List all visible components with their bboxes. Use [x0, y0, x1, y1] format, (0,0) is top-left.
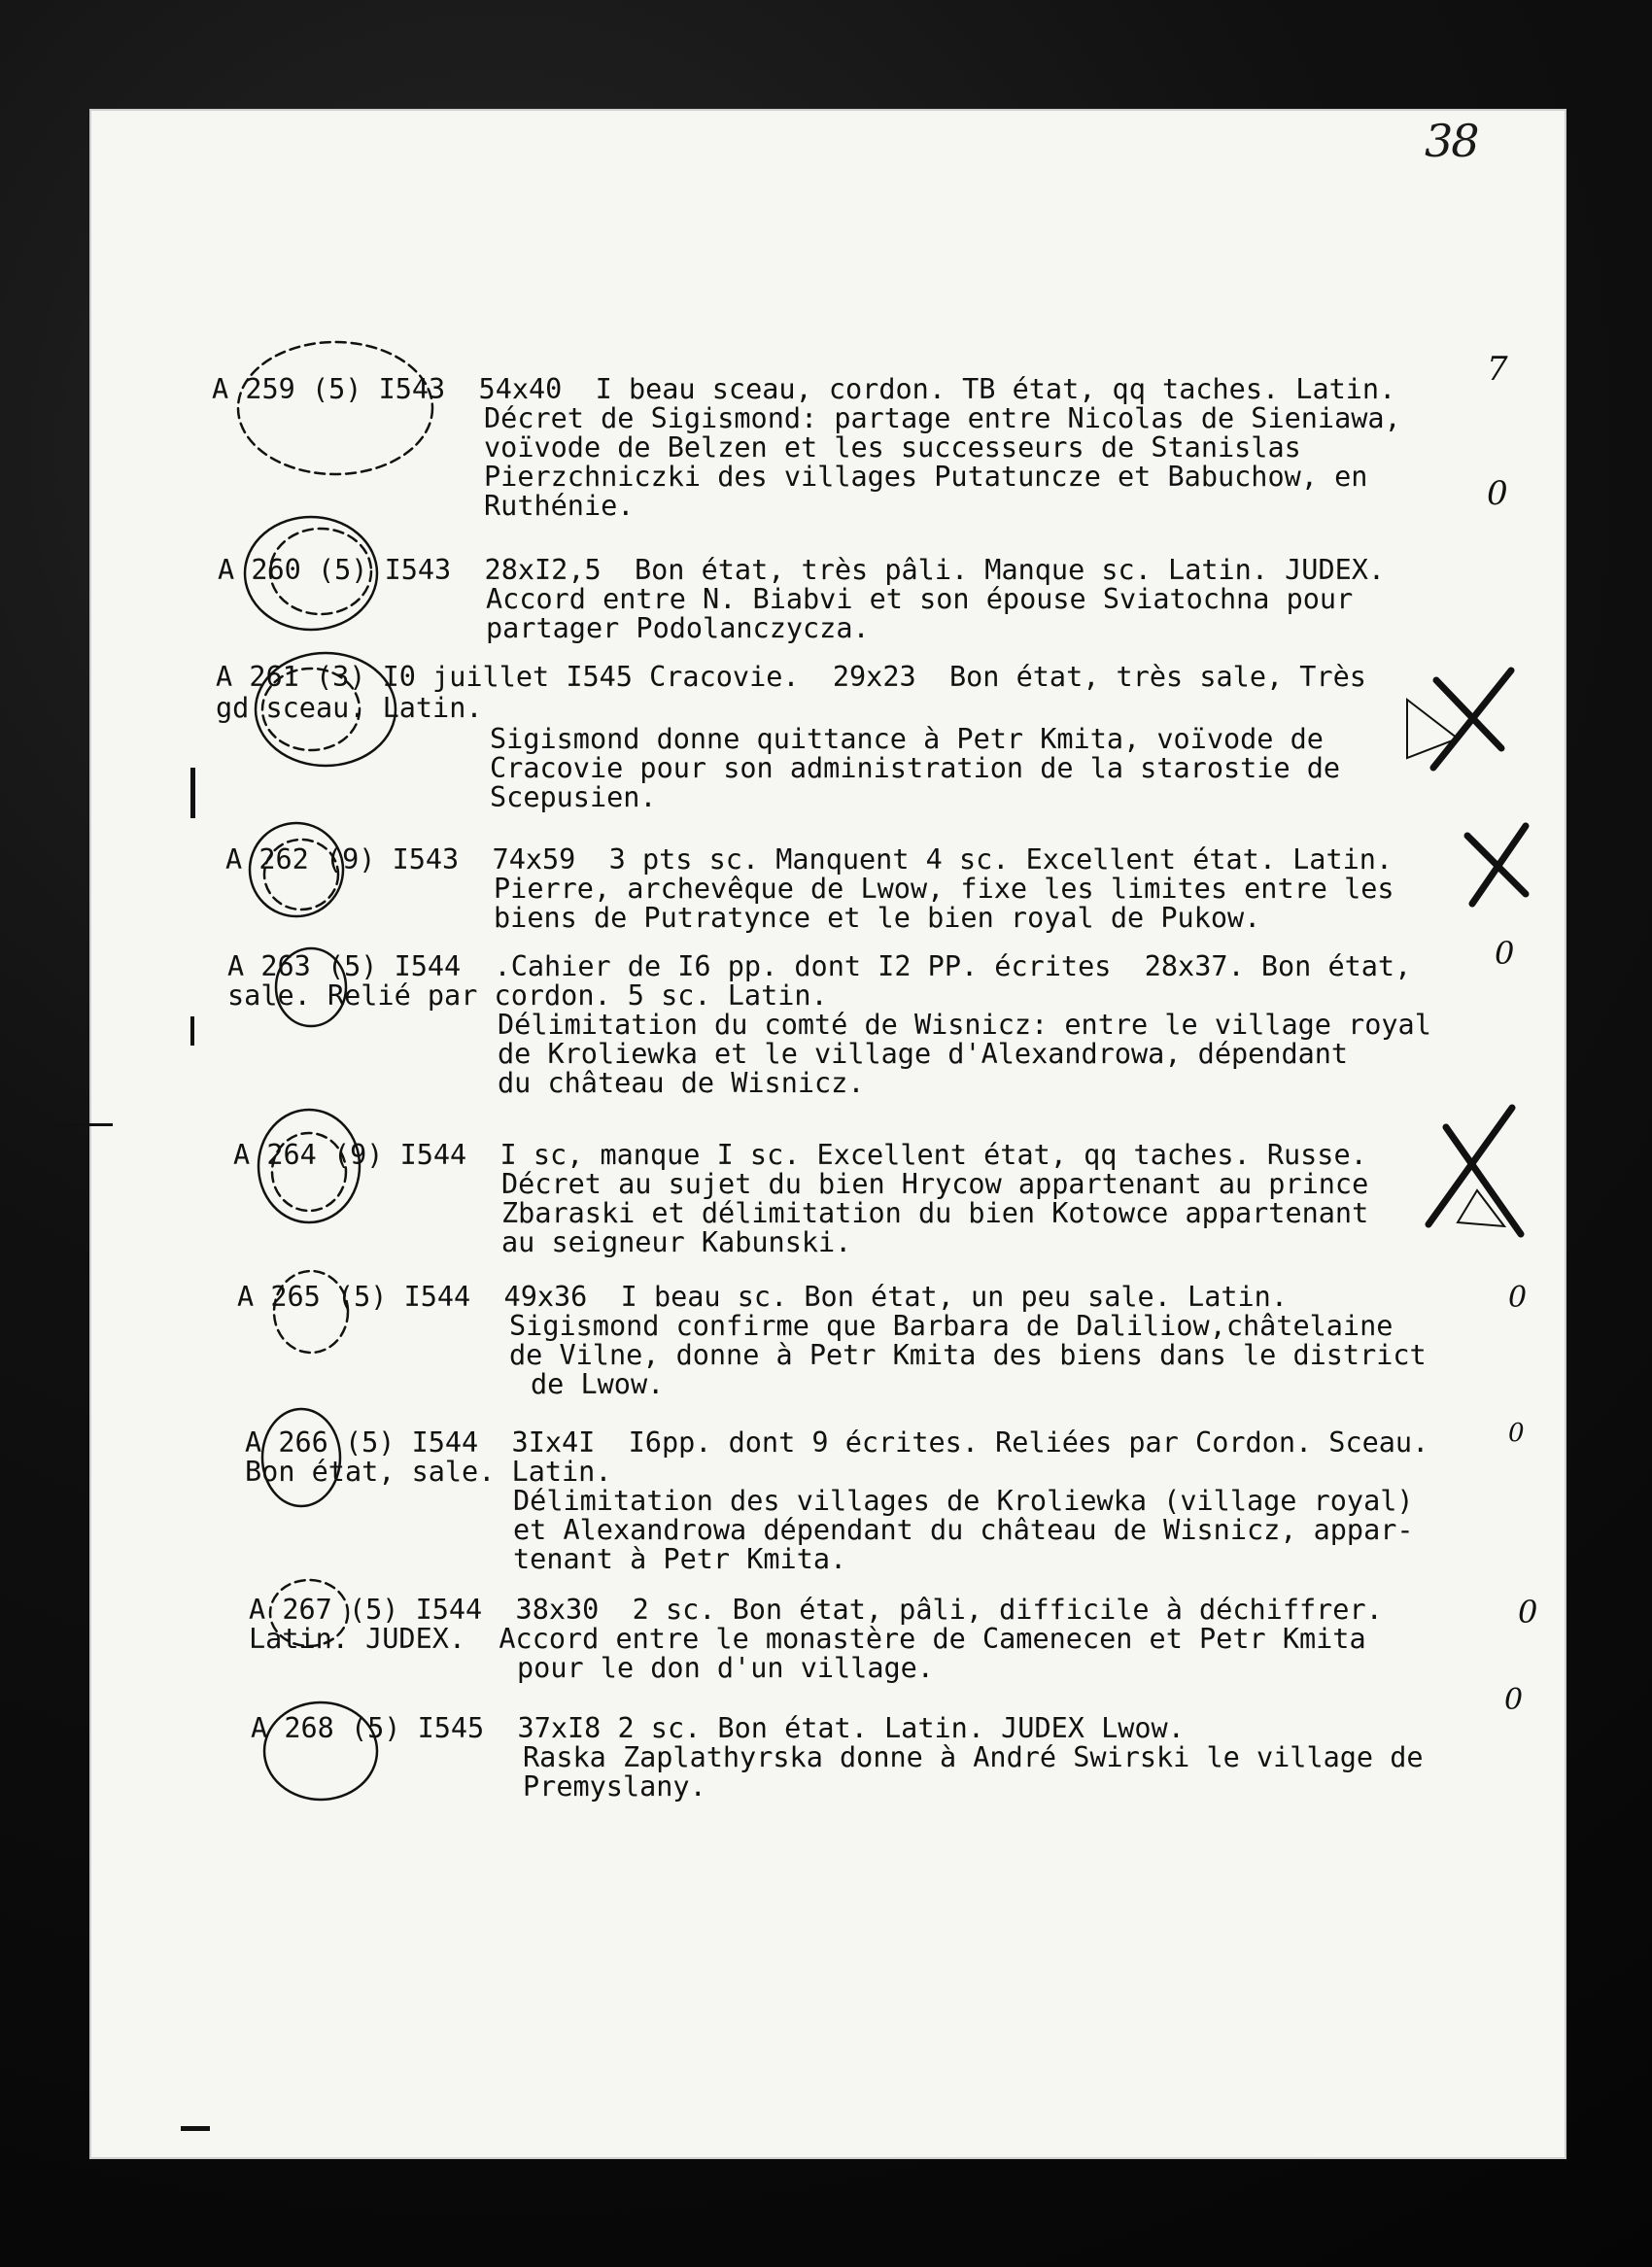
entry-text-line: voïvode de Belzen et les successeurs de Stanislas	[484, 431, 1301, 464]
entry-text-line: gd sceau. Latin.	[216, 692, 483, 724]
margin-mark: 0	[1508, 1419, 1525, 1448]
entry-heading: A 259 (5) I543 54x40 I beau sceau, cordon. TB état, qq taches. Latin.	[212, 373, 1396, 405]
entry-heading: A 265 (5) I544 49x36 I beau sc. Bon état, un peu sale. Latin.	[237, 1281, 1288, 1313]
entry-text-line: Sigismond donne quittance à Petr Kmita, voïvode de	[490, 723, 1324, 755]
margin-mark: 7	[1487, 350, 1508, 389]
margin-mark: 0	[1504, 1683, 1524, 1717]
entry-text-line: Accord entre N. Biabvi et son épouse Sviatochna pour	[486, 583, 1354, 615]
entry-text-line: biens de Putratynce et le bien royal de Pukow.	[494, 902, 1261, 934]
entry-text-line: Délimitation des villages de Kroliewka (village royal)	[513, 1485, 1414, 1517]
entry-text-line: sale. Relié par cordon. 5 sc. Latin.	[227, 979, 828, 1012]
left-margin-bar	[0, 1123, 113, 1126]
entry-text-line: Raska Zaplathyrska donne à André Swirski le village de	[523, 1741, 1424, 1773]
entry-text-line: Zbaraski et délimitation du bien Kotowce appartenant	[501, 1197, 1369, 1229]
margin-mark: 0	[1487, 474, 1508, 513]
entry-text-line: du château de Wisnicz.	[498, 1067, 865, 1099]
entry-text-line: Décret au sujet du bien Hrycow appartenant au prince	[501, 1168, 1369, 1200]
page-number: 38	[1425, 115, 1478, 167]
entry-text-line: Délimitation du comté de Wisnicz: entre le village royal	[498, 1009, 1431, 1041]
entry-text-line: Scepusien.	[490, 781, 657, 813]
entry-heading: A 266 (5) I544 3Ix4I I6pp. dont 9 écrites. Reliées par Cordon. Sceau.	[245, 1426, 1429, 1459]
entry-text-line: Latin. JUDEX. Accord entre le monastère de Camenecen et Petr Kmita	[249, 1623, 1366, 1655]
entry-text-line: de Kroliewka et le village d'Alexandrowa, dépendant	[498, 1038, 1349, 1070]
margin-mark: 0	[1495, 935, 1515, 972]
entry-text-line: et Alexandrowa dépendant du château de Wisnicz, appar-	[513, 1514, 1414, 1546]
entry-text-line: au seigneur Kabunski.	[501, 1226, 852, 1258]
entry-text-line: Sigismond confirme que Barbara de Daliliow,châtelaine	[509, 1310, 1394, 1342]
entry-heading: A 261 (3) I0 juillet I545 Cracovie. 29x23 Bon état, très sale, Très	[216, 661, 1366, 693]
entry-text-line: pour le don d'un village.	[517, 1652, 934, 1684]
entry-text-line: tenant à Petr Kmita.	[513, 1543, 847, 1575]
entry-text-line: de Vilne, donne à Petr Kmita des biens dans le district	[509, 1339, 1427, 1371]
left-margin-bar	[190, 768, 195, 818]
entry-text-line: partager Podolanczycza.	[486, 612, 870, 644]
entry-text-line: Cracovie pour son administration de la starostie de	[490, 752, 1341, 784]
entry-text-line: Pierre, archevêque de Lwow, fixe les limites entre les	[494, 873, 1394, 905]
entry-text-line: de Lwow.	[531, 1368, 665, 1400]
entry-heading: A 263 (5) I544 .Cahier de I6 pp. dont I2 PP. écrites 28x37. Bon état,	[227, 950, 1412, 982]
left-margin-bar	[190, 1016, 194, 1046]
entry-heading: A 262 (9) I543 74x59 3 pts sc. Manquent 4 sc. Excellent état. Latin.	[225, 843, 1394, 876]
entry-text-line: Décret de Sigismond: partage entre Nicolas de Sieniawa,	[484, 402, 1401, 434]
entry-heading: A 264 (9) I544 I sc, manque I sc. Excellent état, qq taches. Russe.	[233, 1139, 1367, 1171]
left-margin-bar	[181, 2126, 210, 2131]
margin-mark: 0	[1518, 1594, 1538, 1631]
entry-text-line: Premyslany.	[523, 1770, 706, 1803]
entry-heading: A 267 (5) I544 38x30 2 sc. Bon état, pâli, difficile à déchiffrer.	[249, 1594, 1383, 1626]
entry-heading: A 260 (5) I543 28xI2,5 Bon état, très pâli. Manque sc. Latin. JUDEX.	[218, 554, 1386, 586]
entry-text-line: Ruthénie.	[484, 490, 635, 522]
entry-text-line: Pierzchniczki des villages Putatuncze et Babuchow, en	[484, 461, 1368, 493]
margin-mark: 0	[1508, 1281, 1528, 1315]
entry-heading: A 268 (5) I545 37xI8 2 sc. Bon état. Latin. JUDEX Lwow.	[251, 1712, 1185, 1744]
entry-text-line: Bon état, sale. Latin.	[245, 1456, 612, 1488]
